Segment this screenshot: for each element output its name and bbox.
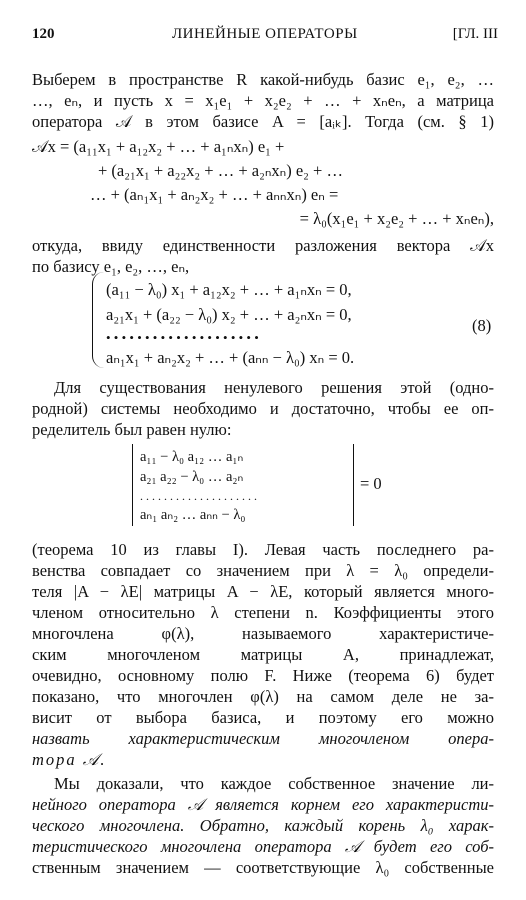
system-equation: a₂₁x₁ + (a₂₂ − λ₀) x₂ + … + a₂ₙxₙ = 0, <box>106 305 352 324</box>
text-line: …, eₙ, и пусть x = x₁e₁ + x₂e₂ + … + xₙeₙ, а матрица <box>32 91 494 110</box>
text-line: родной) системы необходимо и достаточно, чтобы ее оп- <box>32 399 494 418</box>
determinant-row: a₁₁ − λ₀ a₁₂ … a₁ₙ <box>140 449 244 465</box>
system-equation: aₙ₁x₁ + aₙ₂x₂ + … + (aₙₙ − λ₀) xₙ = 0. <box>106 348 355 367</box>
text-line: венства совпадает со значением при λ = λ₀ определи- <box>32 561 494 580</box>
equation-line: … + (aₙ₁x₁ + aₙ₂x₂ + … + aₙₙxₙ) eₙ = <box>90 185 339 204</box>
text-line: оператора 𝒜 в этом базисе A = [aᵢₖ]. Тогда (см. § 1) <box>32 112 494 131</box>
text-line: по базису e₁, e₂, …, eₙ, <box>32 257 190 276</box>
system-equation: (a₁₁ − λ₀) x₁ + a₁₂x₂ + … + a₁ₙxₙ = 0, <box>106 280 352 299</box>
text-line: теристического многочлена оператора 𝒜 будет его соб- <box>32 837 494 856</box>
page-number: 120 <box>32 26 55 42</box>
equation-line: = λ₀(x₁e₁ + x₂e₂ + … + xₙeₙ), <box>299 209 494 228</box>
text-line: нейного оператора 𝒜 является корнем его характеристи- <box>32 795 494 814</box>
text-line: ским многочленом матрицы A, принадлежат, <box>32 645 494 664</box>
text-line: ческого многочлена. Обратно, каждый корень λ₀ харак- <box>32 816 494 835</box>
determinant-row: aₙ₁ aₙ₂ … aₙₙ − λ₀ <box>140 507 246 523</box>
text-line: Выберем в пространстве R какой-нибудь базис e₁, e₂, … <box>32 70 494 89</box>
text-line: ственным значением — соответствующие λ₀ собственные <box>32 858 494 877</box>
equation-number: (8) <box>472 316 492 335</box>
running-title: ЛИНЕЙНЫЕ ОПЕРАТОРЫ <box>172 26 358 42</box>
text-line: висит от выбора базиса, и поэтому его можно <box>32 708 494 727</box>
determinant-equals: = 0 <box>360 474 382 493</box>
determinant-row: a₂₁ a₂₂ − λ₀ … a₂ₙ <box>140 469 244 485</box>
text-line: (теорема 10 из главы I). Левая часть последнего ра- <box>32 540 494 559</box>
system-dots: • • • • • • • • • • • • • • • • • • • • <box>106 330 259 345</box>
text-line: откуда, ввиду единственности разложения вектора 𝒜x <box>32 236 494 255</box>
chapter-marker: [ГЛ. III <box>452 26 498 42</box>
determinant-dots: . . . . . . . . . . . . . . . . . . . . <box>140 489 257 503</box>
equation-line: 𝒜x = (a₁₁x₁ + a₁₂x₂ + … + a₁ₙxₙ) e₁ + <box>32 137 285 156</box>
equation-line: + (a₂₁x₁ + a₂₂x₂ + … + a₂ₙxₙ) e₂ + … <box>98 161 343 180</box>
text-line: многочлена φ(λ), называемого характеристиче- <box>32 624 494 643</box>
text-line: очевидно, основному полю F. Ниже (теорема 6) будет <box>32 666 494 685</box>
text-line: назвать характеристическим многочленом опера- <box>32 729 494 748</box>
text-line: показано, что многочлен φ(λ) на самом деле не за- <box>32 687 494 706</box>
running-header <box>32 26 498 46</box>
text-line: тора 𝒜. <box>32 750 107 769</box>
text-line: Для существования ненулевого решения этой (одно- <box>54 378 494 397</box>
text-line: Мы доказали, что каждое собственное значение ли- <box>54 774 494 793</box>
text-line: членом относительно λ степени n. Коэффициенты этого <box>32 603 494 622</box>
text-line: ределитель был равен нулю: <box>32 420 232 439</box>
text-line: теля |A − λE| матрицы A − λE, который является много- <box>32 582 494 601</box>
